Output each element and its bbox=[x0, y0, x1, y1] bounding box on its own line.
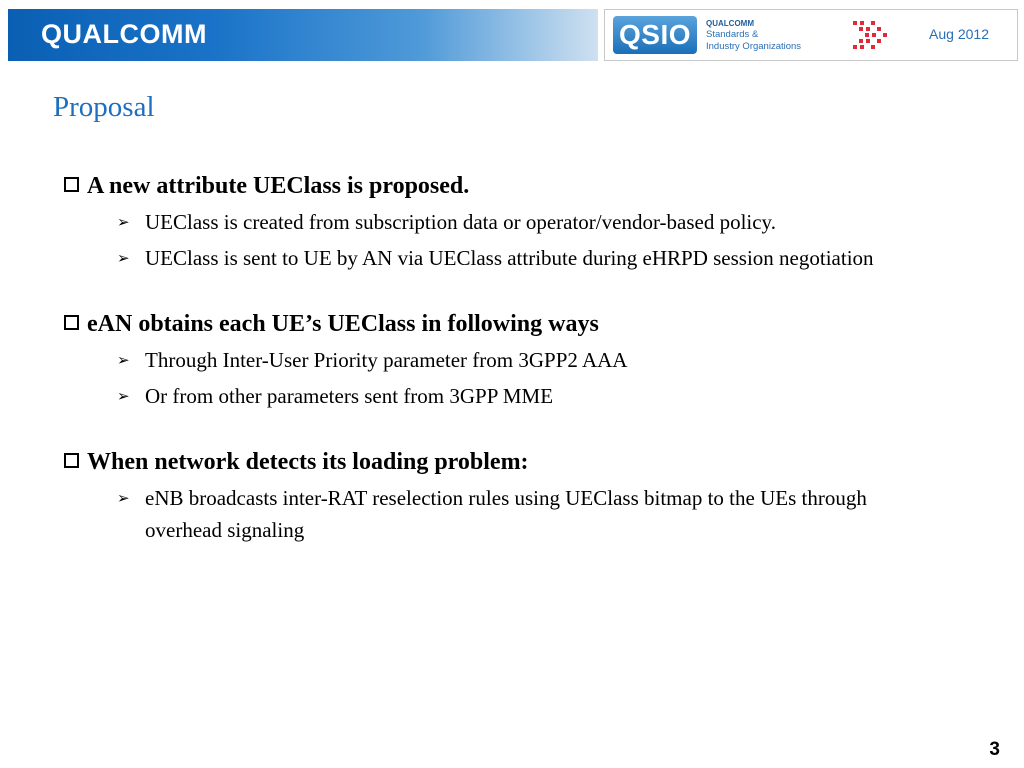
page-number: 3 bbox=[989, 739, 1000, 760]
arrow-bullet-icon: ➢ bbox=[117, 249, 130, 267]
slide-header bbox=[8, 9, 1016, 61]
org-brand: QUALCOMM bbox=[706, 19, 754, 28]
section-new-attribute bbox=[62, 170, 962, 274]
list-item bbox=[117, 344, 962, 376]
sub-bullet-list bbox=[62, 482, 962, 546]
slide-content bbox=[62, 170, 962, 580]
section-heading-text: eAN obtains each UE’s UEClass in following ways bbox=[87, 311, 599, 337]
list-item bbox=[117, 482, 962, 546]
arrow-bullet-icon: ➢ bbox=[117, 489, 130, 507]
slide-date: Aug 2012 bbox=[929, 26, 989, 42]
chevron-arrows-icon bbox=[851, 19, 893, 51]
sub-bullet-list bbox=[62, 344, 962, 412]
list-item bbox=[117, 206, 962, 238]
list-item-text: UEClass is created from subscription data or operator/vendor-based policy. bbox=[145, 210, 776, 234]
list-item-text: Through Inter-User Priority parameter from 3GPP2 AAA bbox=[145, 348, 628, 372]
list-item bbox=[117, 242, 962, 274]
list-item-text: Or from other parameters sent from 3GPP MME bbox=[145, 384, 554, 408]
list-item-text: UEClass is sent to UE by AN via UEClass attribute during eHRPD session negotiation bbox=[145, 246, 874, 270]
qsio-badge bbox=[604, 9, 1018, 61]
org-line-1: Standards & bbox=[706, 29, 759, 40]
qualcomm-logo: QUALCOMM bbox=[41, 19, 207, 49]
checkbox-bullet-icon bbox=[64, 177, 79, 192]
qsio-logo: QSIO bbox=[613, 16, 697, 54]
section-ean-obtains bbox=[62, 308, 962, 412]
section-heading-text: When network detects its loading problem: bbox=[87, 449, 529, 475]
org-line-2: Industry Organizations bbox=[706, 41, 802, 52]
brand-banner bbox=[8, 9, 598, 61]
section-heading-text: A new attribute UEClass is proposed. bbox=[87, 173, 470, 199]
checkbox-bullet-icon bbox=[64, 315, 79, 330]
section-loading-problem bbox=[62, 446, 962, 546]
arrow-bullet-icon: ➢ bbox=[117, 387, 130, 405]
section-heading bbox=[62, 446, 962, 478]
section-heading bbox=[62, 308, 962, 340]
list-item-text: eNB broadcasts inter-RAT reselection rules using UEClass bitmap to the UEs through overhead signaling bbox=[145, 486, 867, 542]
slide-title: Proposal bbox=[53, 91, 155, 123]
checkbox-bullet-icon bbox=[64, 453, 79, 468]
list-item bbox=[117, 380, 962, 412]
section-heading bbox=[62, 170, 962, 202]
org-label bbox=[706, 19, 801, 53]
arrow-bullet-icon: ➢ bbox=[117, 351, 130, 369]
arrow-bullet-icon: ➢ bbox=[117, 213, 130, 231]
sub-bullet-list bbox=[62, 206, 962, 274]
